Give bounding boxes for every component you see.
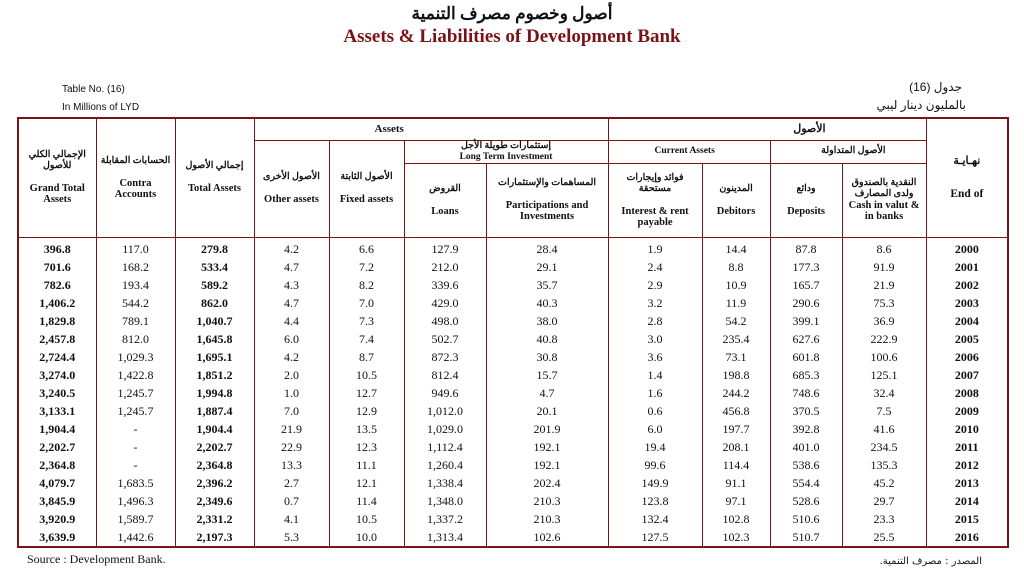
table-cell: 23.3: [842, 510, 926, 528]
group-assets-en: Assets: [254, 118, 608, 140]
table-row: [18, 492, 1008, 510]
table-cell: 21.9: [842, 276, 926, 294]
table-cell: 192.1: [486, 438, 608, 456]
table-cell: 1,348.0: [404, 492, 486, 510]
table-cell: -: [96, 456, 175, 474]
table-cell: 429.0: [404, 294, 486, 312]
year-cell: 2011: [926, 438, 1008, 456]
group-long-term-investment: إستثمارات طويلة الأجل Long Term Investment: [404, 140, 608, 163]
table-cell: 202.4: [486, 474, 608, 492]
table-cell: 208.1: [702, 438, 770, 456]
table-cell: 1,887.4: [175, 402, 254, 420]
table-cell: 7.4: [329, 330, 404, 348]
table-cell: 2.7: [254, 474, 329, 492]
table-cell: 4.2: [254, 348, 329, 366]
table-cell: 125.1: [842, 366, 926, 384]
table-cell: 2,331.2: [175, 510, 254, 528]
table-row: [18, 384, 1008, 402]
col-loans: القروض Loans: [404, 163, 486, 237]
table-cell: 396.8: [18, 237, 96, 258]
table-cell: 100.6: [842, 348, 926, 366]
table-cell: 25.5: [842, 528, 926, 547]
year-cell: 2014: [926, 492, 1008, 510]
table-row: [18, 474, 1008, 492]
year-cell: 2008: [926, 384, 1008, 402]
table-cell: 1,313.4: [404, 528, 486, 547]
table-cell: 498.0: [404, 312, 486, 330]
table-cell: 1,112.4: [404, 438, 486, 456]
table-cell: 29.1: [486, 258, 608, 276]
group-current-assets-ar: الأصول المتداولة: [770, 140, 926, 163]
table-cell: 2,197.3: [175, 528, 254, 547]
table-cell: 197.7: [702, 420, 770, 438]
table-cell: 601.8: [770, 348, 842, 366]
table-cell: 4.1: [254, 510, 329, 528]
year-cell: 2016: [926, 528, 1008, 547]
table-cell: 10.5: [329, 366, 404, 384]
table-cell: 4.4: [254, 312, 329, 330]
table-cell: 7.0: [329, 294, 404, 312]
table-body: [18, 237, 1008, 547]
table-cell: 10.0: [329, 528, 404, 547]
table-cell: 544.2: [96, 294, 175, 312]
table-cell: 2,457.8: [18, 330, 96, 348]
table-cell: -: [96, 438, 175, 456]
table-cell: 1,645.8: [175, 330, 254, 348]
table-cell: 244.2: [702, 384, 770, 402]
table-cell: 1,442.6: [96, 528, 175, 547]
table-cell: 627.6: [770, 330, 842, 348]
table-cell: 117.0: [96, 237, 175, 258]
table-cell: 1,695.1: [175, 348, 254, 366]
table-cell: 165.7: [770, 276, 842, 294]
table-cell: 102.3: [702, 528, 770, 547]
table-row: [18, 420, 1008, 438]
table-cell: 862.0: [175, 294, 254, 312]
table-cell: 54.2: [702, 312, 770, 330]
table-number-en: Table No. (16): [62, 84, 125, 95]
table-cell: 14.4: [702, 237, 770, 258]
col-participations: المساهمات والإستثمارات Participations and Investments: [486, 163, 608, 237]
table-cell: 1,422.8: [96, 366, 175, 384]
table-cell: 370.5: [770, 402, 842, 420]
table-cell: 392.8: [770, 420, 842, 438]
table-row: [18, 348, 1008, 366]
table-cell: 132.4: [608, 510, 702, 528]
table-cell: 11.1: [329, 456, 404, 474]
table-cell: 15.7: [486, 366, 608, 384]
table-cell: 3,274.0: [18, 366, 96, 384]
table-cell: 538.6: [770, 456, 842, 474]
table-cell: 35.7: [486, 276, 608, 294]
table-cell: 1,496.3: [96, 492, 175, 510]
table-cell: 782.6: [18, 276, 96, 294]
year-cell: 2004: [926, 312, 1008, 330]
table-cell: 212.0: [404, 258, 486, 276]
table-cell: 528.6: [770, 492, 842, 510]
table-cell: 1,029.0: [404, 420, 486, 438]
table-cell: 192.1: [486, 456, 608, 474]
table-cell: 1,245.7: [96, 384, 175, 402]
table-cell: 1,829.8: [18, 312, 96, 330]
year-cell: 2005: [926, 330, 1008, 348]
table-cell: 135.3: [842, 456, 926, 474]
table-cell: 36.9: [842, 312, 926, 330]
table-row: [18, 237, 1008, 258]
table-cell: 7.5: [842, 402, 926, 420]
table-cell: 0.7: [254, 492, 329, 510]
table-cell: 3,133.1: [18, 402, 96, 420]
table-cell: 13.3: [254, 456, 329, 474]
table-cell: 99.6: [608, 456, 702, 474]
table-cell: 6.0: [254, 330, 329, 348]
table-cell: 193.4: [96, 276, 175, 294]
table-cell: 4.7: [486, 384, 608, 402]
year-cell: 2003: [926, 294, 1008, 312]
col-total-assets: إجمالي الأصول Total Assets: [175, 118, 254, 237]
table-cell: 2,202.7: [175, 438, 254, 456]
table-cell: 7.2: [329, 258, 404, 276]
table-cell: 3,639.9: [18, 528, 96, 547]
table-cell: 75.3: [842, 294, 926, 312]
table-cell: 91.9: [842, 258, 926, 276]
table-cell: 339.6: [404, 276, 486, 294]
source-en: Source : Development Bank.: [27, 552, 166, 566]
table-cell: 3,845.9: [18, 492, 96, 510]
table-cell: 7.3: [329, 312, 404, 330]
table-cell: 91.1: [702, 474, 770, 492]
table-cell: 1.4: [608, 366, 702, 384]
col-deposits: ودائع Deposits: [770, 163, 842, 237]
table-cell: 290.6: [770, 294, 842, 312]
table-cell: 12.1: [329, 474, 404, 492]
table-cell: 127.9: [404, 237, 486, 258]
table-cell: 1,683.5: [96, 474, 175, 492]
table-cell: 19.4: [608, 438, 702, 456]
table-cell: 1,994.8: [175, 384, 254, 402]
table-row: [18, 330, 1008, 348]
table-cell: 456.8: [702, 402, 770, 420]
table-cell: 149.9: [608, 474, 702, 492]
table-cell: 1,851.2: [175, 366, 254, 384]
year-cell: 2000: [926, 237, 1008, 258]
table-cell: 1.9: [608, 237, 702, 258]
table-cell: 40.8: [486, 330, 608, 348]
table-cell: 10.9: [702, 276, 770, 294]
table-cell: 4.3: [254, 276, 329, 294]
unit-ar: بالمليون دينار ليبي: [876, 98, 966, 112]
table-cell: 198.8: [702, 366, 770, 384]
table-cell: 789.1: [96, 312, 175, 330]
table-cell: 2,396.2: [175, 474, 254, 492]
table-cell: 210.3: [486, 492, 608, 510]
table-cell: 1,040.7: [175, 312, 254, 330]
table-cell: 279.8: [175, 237, 254, 258]
table-row: [18, 456, 1008, 474]
table-cell: 3,240.5: [18, 384, 96, 402]
table-cell: 4.7: [254, 258, 329, 276]
table-number-ar: جدول (16): [909, 80, 962, 94]
year-cell: 2013: [926, 474, 1008, 492]
table-cell: -: [96, 420, 175, 438]
table-cell: 589.2: [175, 276, 254, 294]
table-cell: 222.9: [842, 330, 926, 348]
table-cell: 41.6: [842, 420, 926, 438]
table-cell: 29.7: [842, 492, 926, 510]
table-cell: 73.1: [702, 348, 770, 366]
table-cell: 510.7: [770, 528, 842, 547]
table-row: [18, 510, 1008, 528]
table-cell: 20.1: [486, 402, 608, 420]
unit-en: In Millions of LYD: [62, 102, 140, 113]
table-cell: 2.0: [254, 366, 329, 384]
table-cell: 2,349.6: [175, 492, 254, 510]
group-assets-ar: الأصول: [608, 118, 926, 140]
table-cell: 533.4: [175, 258, 254, 276]
table-cell: 11.9: [702, 294, 770, 312]
table-cell: 210.3: [486, 510, 608, 528]
source-ar: المصدر : مصرف التنمية.: [879, 556, 982, 567]
col-contra-accounts: الحسابات المقابلة Contra Accounts: [96, 118, 175, 237]
table-cell: 30.8: [486, 348, 608, 366]
table-cell: 2,202.7: [18, 438, 96, 456]
table-cell: 8.2: [329, 276, 404, 294]
table-row: [18, 276, 1008, 294]
table-cell: 12.9: [329, 402, 404, 420]
table-cell: 949.6: [404, 384, 486, 402]
col-end-of: نهـايـة End of: [926, 118, 1008, 237]
year-cell: 2012: [926, 456, 1008, 474]
table-cell: 21.9: [254, 420, 329, 438]
table-cell: 22.9: [254, 438, 329, 456]
table-cell: 10.5: [329, 510, 404, 528]
table-row: [18, 312, 1008, 330]
table-cell: 13.5: [329, 420, 404, 438]
table-cell: 1,245.7: [96, 402, 175, 420]
table-cell: 1,029.3: [96, 348, 175, 366]
table-cell: 872.3: [404, 348, 486, 366]
table-cell: 8.8: [702, 258, 770, 276]
table-row: [18, 528, 1008, 547]
col-fixed-assets: الأصول الثابتة Fixed assets: [329, 140, 404, 237]
table-cell: 11.4: [329, 492, 404, 510]
table-cell: 510.6: [770, 510, 842, 528]
table-cell: 8.7: [329, 348, 404, 366]
table-cell: 127.5: [608, 528, 702, 547]
table-cell: 1,337.2: [404, 510, 486, 528]
table-cell: 502.7: [404, 330, 486, 348]
table-cell: 1,589.7: [96, 510, 175, 528]
table-cell: 40.3: [486, 294, 608, 312]
table-cell: 234.5: [842, 438, 926, 456]
col-cash: النقدية بالصندوق ولدى المصارف Cash in valut & in banks: [842, 163, 926, 237]
year-cell: 2007: [926, 366, 1008, 384]
table-cell: 28.4: [486, 237, 608, 258]
table-cell: 123.8: [608, 492, 702, 510]
table-cell: 3,920.9: [18, 510, 96, 528]
table-cell: 685.3: [770, 366, 842, 384]
table-cell: 45.2: [842, 474, 926, 492]
title-arabic: أصول وخصوم مصرف التنمية: [411, 4, 613, 23]
table-cell: 2.4: [608, 258, 702, 276]
table-cell: 1.0: [254, 384, 329, 402]
table-cell: 1,406.2: [18, 294, 96, 312]
assets-liabilities-table: [17, 117, 1009, 548]
table-cell: 4.2: [254, 237, 329, 258]
table-cell: 748.6: [770, 384, 842, 402]
table-cell: 38.0: [486, 312, 608, 330]
table-cell: 1,338.4: [404, 474, 486, 492]
table-cell: 6.0: [608, 420, 702, 438]
table-cell: 0.6: [608, 402, 702, 420]
year-cell: 2015: [926, 510, 1008, 528]
year-cell: 2009: [926, 402, 1008, 420]
table-cell: 97.1: [702, 492, 770, 510]
table-cell: 6.6: [329, 237, 404, 258]
table-cell: 2.8: [608, 312, 702, 330]
table-cell: 5.3: [254, 528, 329, 547]
table-cell: 12.3: [329, 438, 404, 456]
table-row: [18, 438, 1008, 456]
table-cell: 114.4: [702, 456, 770, 474]
table-cell: 102.6: [486, 528, 608, 547]
title-english: Assets & Liabilities of Development Bank: [343, 26, 681, 47]
table-cell: 12.7: [329, 384, 404, 402]
year-cell: 2001: [926, 258, 1008, 276]
year-cell: 2006: [926, 348, 1008, 366]
table-cell: 2,364.8: [175, 456, 254, 474]
table-row: [18, 258, 1008, 276]
table-cell: 3.6: [608, 348, 702, 366]
year-cell: 2010: [926, 420, 1008, 438]
table-cell: 4.7: [254, 294, 329, 312]
table-cell: 168.2: [96, 258, 175, 276]
table-cell: 399.1: [770, 312, 842, 330]
table-cell: 554.4: [770, 474, 842, 492]
table-cell: 2,364.8: [18, 456, 96, 474]
col-grand-total: الإجمالي الكلي للأصول Grand Total Assets: [18, 118, 96, 237]
year-cell: 2002: [926, 276, 1008, 294]
table-cell: 1,904.4: [175, 420, 254, 438]
table-cell: 87.8: [770, 237, 842, 258]
table-cell: 235.4: [702, 330, 770, 348]
table-cell: 1,904.4: [18, 420, 96, 438]
table-cell: 1,012.0: [404, 402, 486, 420]
table-cell: 3.0: [608, 330, 702, 348]
table-cell: 2.9: [608, 276, 702, 294]
table-cell: 3.2: [608, 294, 702, 312]
table-row: [18, 294, 1008, 312]
col-interest-rent: فوائد وإيجارات مستحقة Interest & rent payable: [608, 163, 702, 237]
group-current-assets-en: Current Assets: [608, 140, 770, 163]
table-cell: 201.9: [486, 420, 608, 438]
table-cell: 32.4: [842, 384, 926, 402]
table-row: [18, 366, 1008, 384]
col-other-assets: الأصول الأخرى Other assets: [254, 140, 329, 237]
table-cell: 701.6: [18, 258, 96, 276]
table-cell: 1,260.4: [404, 456, 486, 474]
table-cell: 2,724.4: [18, 348, 96, 366]
table-cell: 8.6: [842, 237, 926, 258]
table-cell: 177.3: [770, 258, 842, 276]
table-cell: 1.6: [608, 384, 702, 402]
table-cell: 4,079.7: [18, 474, 96, 492]
table-cell: 812.4: [404, 366, 486, 384]
table-cell: 401.0: [770, 438, 842, 456]
table-row: [18, 402, 1008, 420]
table-cell: 812.0: [96, 330, 175, 348]
table-cell: 102.8: [702, 510, 770, 528]
col-debtors: المدينون Debitors: [702, 163, 770, 237]
table-cell: 7.0: [254, 402, 329, 420]
